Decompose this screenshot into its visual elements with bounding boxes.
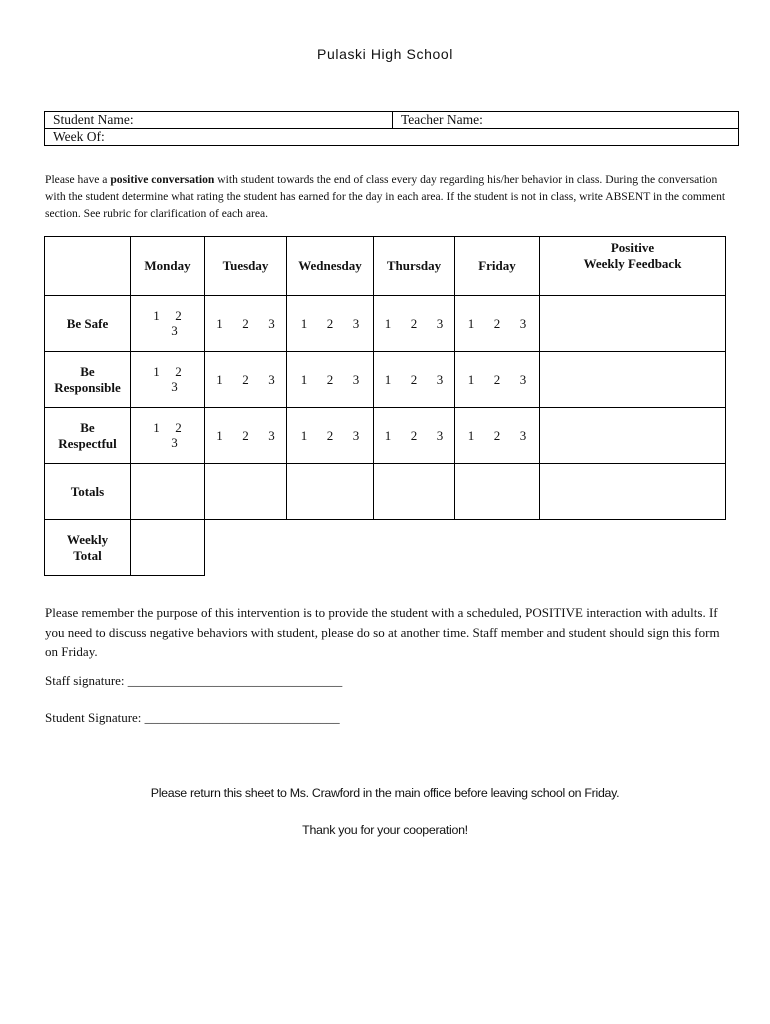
header-monday: Monday bbox=[131, 237, 205, 296]
rating-cell-monday[interactable]: 1 2 3 bbox=[131, 408, 205, 464]
rating-cell-wednesday[interactable]: 1 2 3 bbox=[287, 352, 374, 408]
student-name-cell[interactable] bbox=[45, 112, 393, 129]
instructions-paragraph bbox=[45, 171, 735, 222]
feedback-cell[interactable] bbox=[540, 408, 726, 464]
header-feedback bbox=[540, 237, 726, 296]
header-thursday: Thursday bbox=[374, 237, 455, 296]
instructions-text-end: with student towards the end of class every day regarding his/her behavior in class. During the conversation with the student determine what rating the student has earned for the day in each area. If the student is not in class, write ABSENT in the comment section. See rubric for clarification of each area. bbox=[45, 173, 726, 220]
table-row-be-respectful bbox=[45, 408, 726, 464]
rating-cell-tuesday[interactable]: 1 2 3 bbox=[205, 352, 287, 408]
rating-cell-monday[interactable]: 1 2 3 bbox=[131, 352, 205, 408]
week-of-cell[interactable] bbox=[45, 129, 739, 146]
rating-cell-monday[interactable]: 1 2 3 bbox=[131, 296, 205, 352]
rating-cell-tuesday[interactable]: 1 2 3 bbox=[205, 408, 287, 464]
totals-cell-thursday[interactable] bbox=[374, 464, 455, 520]
feedback-cell[interactable] bbox=[540, 352, 726, 408]
header-tuesday: Tuesday bbox=[205, 237, 287, 296]
rating-cell-thursday[interactable]: 1 2 3 bbox=[374, 352, 455, 408]
header-friday: Friday bbox=[455, 237, 540, 296]
rating-cell-tuesday[interactable]: 1 2 3 bbox=[205, 296, 287, 352]
feedback-cell[interactable] bbox=[540, 296, 726, 352]
instructions-text-start: Please have a bbox=[45, 173, 111, 186]
totals-cell-feedback[interactable] bbox=[540, 464, 726, 520]
table-row-totals bbox=[45, 464, 726, 520]
corner-cell bbox=[45, 237, 131, 296]
totals-cell-monday[interactable] bbox=[131, 464, 205, 520]
row-label-be-safe: Be Safe bbox=[45, 296, 131, 352]
row-label-be-responsible: Be Responsible bbox=[45, 352, 131, 408]
return-instructions: Please return this sheet to Ms. Crawford in the main office before leaving school on Friday. bbox=[150, 786, 620, 800]
totals-cell-tuesday[interactable] bbox=[205, 464, 287, 520]
week-of-label: Week Of: bbox=[53, 129, 105, 144]
rating-cell-friday[interactable]: 1 2 3 bbox=[455, 352, 540, 408]
row-label-totals: Totals bbox=[45, 464, 131, 520]
row-label-be-respectful: Be Respectful bbox=[45, 408, 131, 464]
feedback-header-line1: Positive bbox=[610, 240, 655, 255]
feedback-header-line2: Weekly Feedback bbox=[583, 256, 682, 271]
rating-cell-friday[interactable]: 1 2 3 bbox=[455, 408, 540, 464]
header-row bbox=[45, 237, 726, 296]
row-label-weekly-total: Weekly Total bbox=[45, 520, 131, 576]
empty-space bbox=[205, 520, 726, 576]
totals-cell-wednesday[interactable] bbox=[287, 464, 374, 520]
instructions-emphasis: positive conversation bbox=[110, 173, 215, 186]
weekly-total-cell[interactable] bbox=[131, 520, 205, 576]
table-row-weekly-total bbox=[45, 520, 726, 576]
rating-cell-friday[interactable]: 1 2 3 bbox=[455, 296, 540, 352]
student-name-label: Student Name: bbox=[53, 112, 134, 127]
school-title: Pulaski High School bbox=[317, 46, 453, 62]
teacher-name-cell[interactable] bbox=[393, 112, 739, 129]
thank-you-note: Thank you for your cooperation! bbox=[302, 823, 468, 837]
purpose-paragraph: Please remember the purpose of this intervention is to provide the student with a scheduled, POSITIVE interaction with adults. If you need to discuss negative behaviors with student, please do so at another time. Staff member and student should sign this form on Friday. bbox=[45, 605, 720, 659]
rating-cell-wednesday[interactable]: 1 2 3 bbox=[287, 408, 374, 464]
rating-cell-wednesday[interactable]: 1 2 3 bbox=[287, 296, 374, 352]
student-signature-line[interactable]: Student Signature: ______________________________ bbox=[45, 710, 340, 725]
behavior-rating-table bbox=[44, 236, 726, 576]
rating-cell-thursday[interactable]: 1 2 3 bbox=[374, 296, 455, 352]
table-row-be-responsible bbox=[45, 352, 726, 408]
table-row-be-safe bbox=[45, 296, 726, 352]
student-info-table bbox=[44, 111, 739, 146]
staff-signature-line[interactable]: Staff signature: _________________________________ bbox=[45, 673, 343, 688]
rating-cell-thursday[interactable]: 1 2 3 bbox=[374, 408, 455, 464]
header-wednesday: Wednesday bbox=[287, 237, 374, 296]
teacher-name-label: Teacher Name: bbox=[401, 112, 483, 127]
totals-cell-friday[interactable] bbox=[455, 464, 540, 520]
